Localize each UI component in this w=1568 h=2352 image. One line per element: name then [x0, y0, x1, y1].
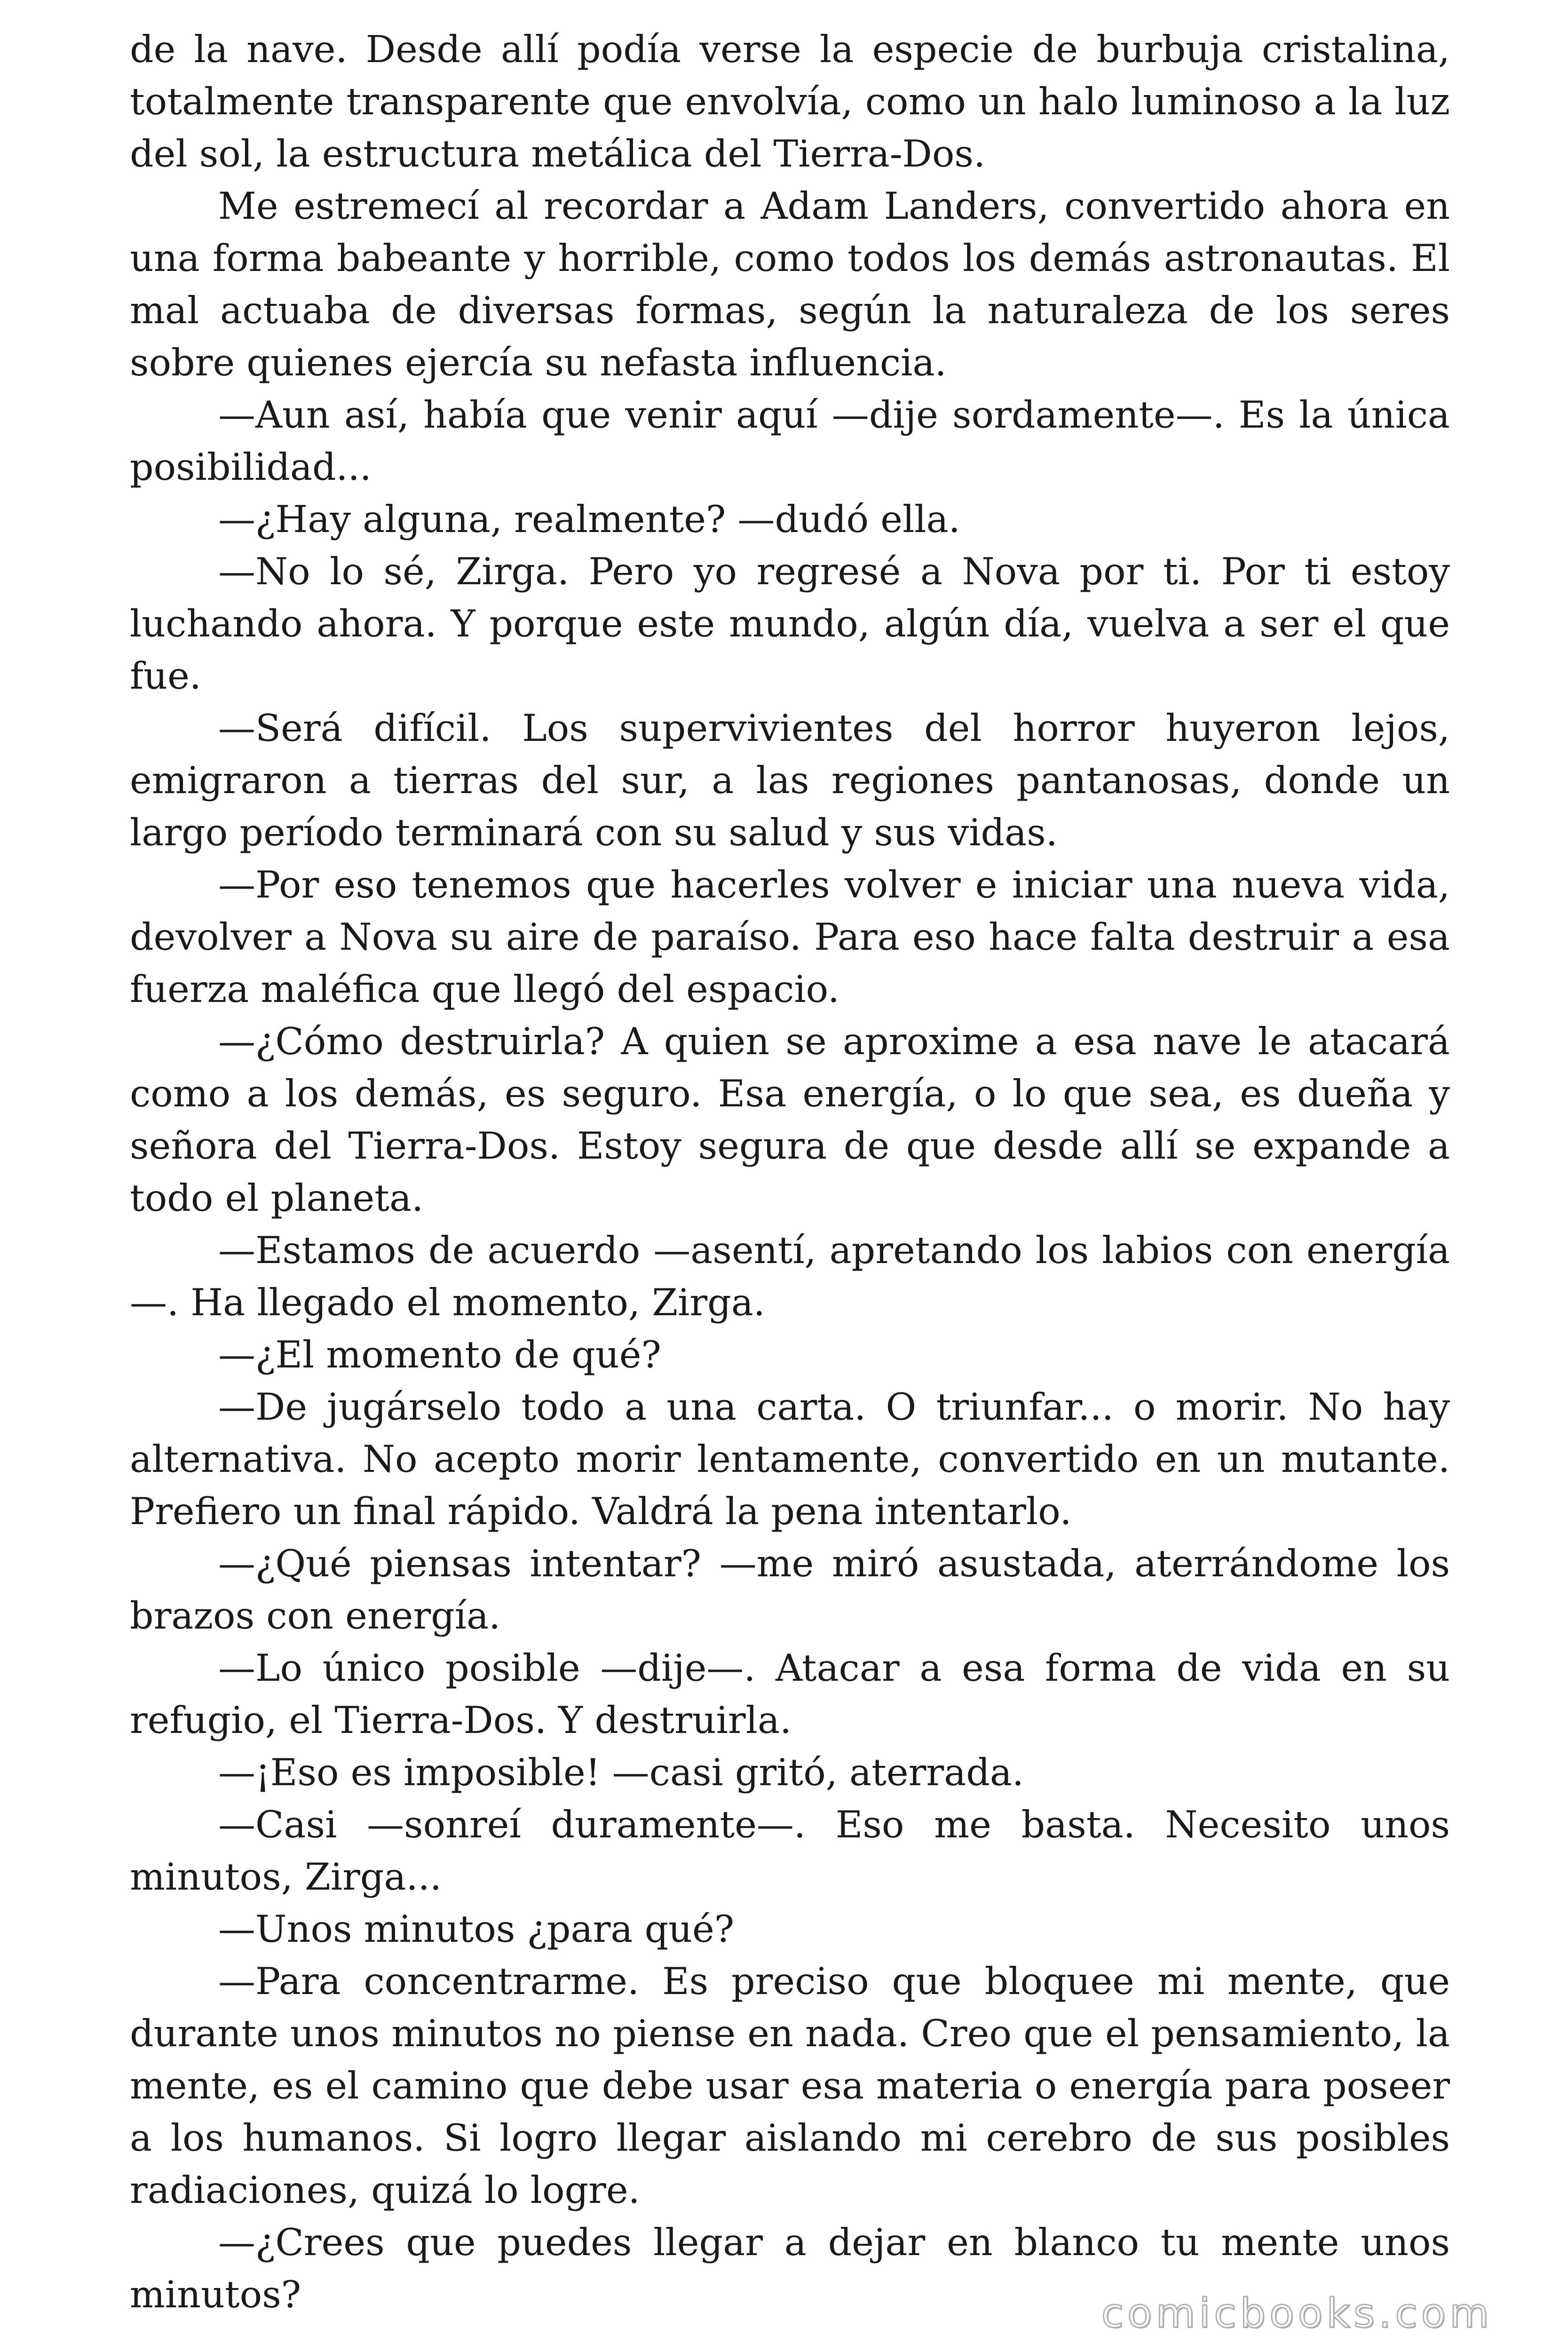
paragraph: —¿Hay alguna, realmente? —dudó ella.: [218, 498, 960, 541]
book-page-text: [130, 24, 1450, 2321]
paragraph: —Casi —sonreí duramente—. Eso me basta. Necesito unos minutos, Zirga...: [130, 1803, 1450, 1899]
paragraph: —Estamos de acuerdo —asentí, apretando los labios con energía—. Ha llegado el momento, Zirga.: [130, 1229, 1450, 1324]
paragraph: —¿Cómo destruirla? A quien se aproxime a esa nave le atacará como a los demás, es seguro. Esa energía, o lo que sea, es dueña y señora del Tierra-Dos. Estoy segura de que desde allí se expande a todo el planeta.: [130, 1020, 1450, 1220]
paragraph: —Por eso tenemos que hacerles volver e iniciar una nueva vida, devolver a Nova su aire de paraíso. Para eso hace falta destruir a esa fuerza maléfica que llegó del espacio.: [130, 863, 1450, 1011]
watermark: comicbooks.com: [1101, 2290, 1493, 2337]
paragraph: —¿Qué piensas intentar? —me miró asustada, aterrándome los brazos con energía.: [130, 1542, 1450, 1637]
paragraph: —No lo sé, Zirga. Pero yo regresé a Nova por ti. Por ti estoy luchando ahora. Y porque este mundo, algún día, vuelva a ser el que fue.: [130, 550, 1450, 698]
paragraph: —Aun así, había que venir aquí —dije sordamente—. Es la única posibilidad...: [130, 393, 1450, 489]
paragraph: —¿El momento de qué?: [218, 1333, 661, 1376]
paragraph: —Para concentrarme. Es preciso que bloquee mi mente, que durante unos minutos no piense en nada. Creo que el pensamiento, la mente, es el camino que debe usar esa materia o energía para poseer a los humanos. Si logro llegar aislando mi cerebro de sus posibles radiaciones, quizá lo logre.: [130, 1960, 1450, 2212]
paragraph-continuation: de la nave. Desde allí podía verse la especie de burbuja cristalina, totalmente transparente que envolvía, como un halo luminoso a la luz del sol, la estructura metálica del Tierra-Dos.: [130, 28, 1450, 175]
paragraph: —Será difícil. Los supervivientes del horror huyeron lejos, emigraron a tierras del sur, a las regiones pantanosas, donde un largo período terminará con su salud y sus vidas.: [130, 707, 1450, 854]
paragraph: —Lo único posible —dije—. Atacar a esa forma de vida en su refugio, el Tierra-Dos. Y destruirla.: [130, 1646, 1450, 1742]
paragraph: —¿Crees que puedes llegar a dejar en blanco tu mente unos minutos?: [130, 2221, 1450, 2316]
paragraph: —De jugárselo todo a una carta. O triunfar... o morir. No hay alternativa. No acepto morir lentamente, convertido en un mutante. Prefiero un final rápido. Valdrá la pena intentarlo.: [130, 1385, 1450, 1533]
paragraph: Me estremecí al recordar a Adam Landers, convertido ahora en una forma babeante y horrible, como todos los demás astronautas. El mal actuaba de diversas formas, según la naturaleza de los seres sobre quienes ejercía su nefasta influencia.: [130, 184, 1450, 384]
paragraph: —¡Eso es imposible! —casi gritó, aterrada.: [218, 1751, 1024, 1794]
paragraph: —Unos minutos ¿para qué?: [218, 1907, 735, 1951]
